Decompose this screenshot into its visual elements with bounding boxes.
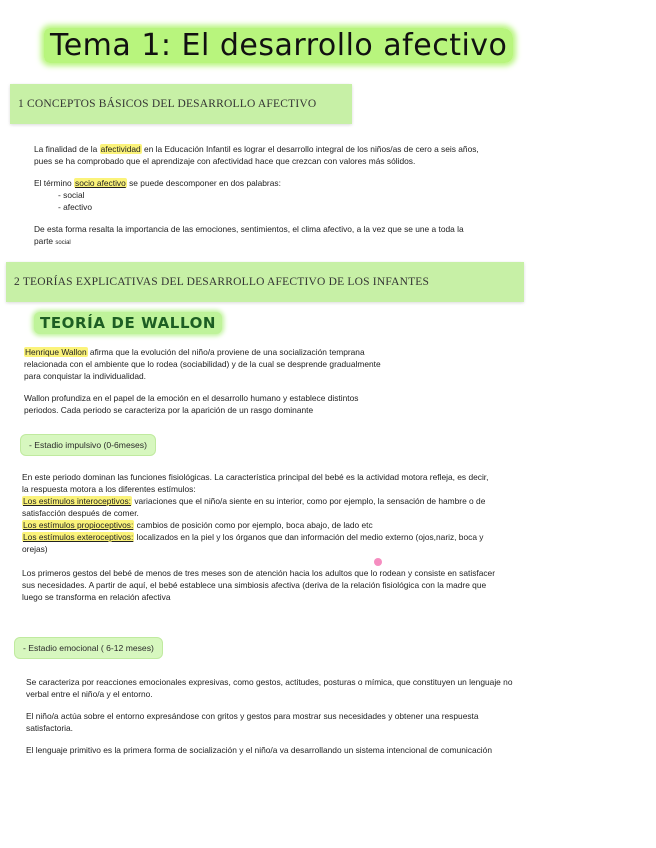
list-item: - social [58,189,634,201]
text: pues se ha comprobado que el aprendizaje con afectividad hace que crezcan con valores más sólidos. [34,156,416,166]
text: social [55,240,71,246]
text: se puede descomponer en dos palabras: [126,178,281,188]
stage-label-impulsivo: - Estadio impulsivo (0-6meses) [20,434,156,456]
highlight: Los estímulos propioceptivos: [23,520,134,530]
text: satisfactoria. [26,723,74,733]
paragraph [34,177,634,189]
paragraph [24,346,484,382]
page-title [36,26,525,66]
text: La finalidad de la [34,144,100,154]
page-title-text: Tema 1: El desarrollo afectivo [44,28,513,63]
wallon-body [24,346,484,416]
paragraph [34,143,634,167]
paragraph [26,744,650,756]
paragraph [22,471,642,555]
bullet-list [34,189,634,213]
paragraph [26,676,650,700]
section-heading-text: 1 CONCEPTOS BÁSICOS DEL DESARROLLO AFECTIVO [18,98,317,110]
text: en la Educación Infantil es lograr el desarrollo integral de los niños/as de cero a seis años, [141,144,479,154]
text: satisfacción después de comer. [22,508,139,518]
section-heading-conceptos [10,84,352,124]
text: localizados en la piel y los órganos que dan información del medio externo (ojos,nariz, boca y [134,532,484,542]
section1-body [34,143,634,249]
text: periodos. Cada periodo se caracteriza por la aparición de un rasgo dominante [24,405,314,415]
paragraph [34,223,634,249]
section-heading-text: 2 TEORÍAS EXPLICATIVAS DEL DESARROLLO AFECTIVO DE LOS INFANTES [14,276,430,288]
highlight: Henrique Wallon [25,347,87,357]
text: El niño/a actúa sobre el entorno expresándose con gritos y gestos para mostrar sus necesidades y obtener una respuesta [26,711,479,721]
paragraph [26,710,650,734]
text: En este periodo dominan las funciones fisiológicas. La característica principal del bebé es la actividad motora refleja, es decir, [22,472,489,482]
highlight: afectividad [100,144,141,154]
paragraph [22,567,642,603]
text: Wallon profundiza en el papel de la emoción en el desarrollo humano y establece distintos [24,393,359,403]
stage2-body [26,676,650,756]
text: relacionada con el ambiente que lo rodea (sociabilidad) y de la cual se desprende gradualmente [24,359,381,369]
list-item: - afectivo [58,201,634,213]
text: De esta forma resalta la importancia de las emociones, sentimientos, el clima afectivo, a la vez que se une a toda la [34,224,464,234]
section-heading-teorias [6,262,524,302]
text: variaciones que el niño/a siente en su interior, como por ejemplo, la sensación de hambre o de [132,496,486,506]
text: cambios de posición como por ejemplo, boca abajo, de lado etc [134,520,373,530]
text: Se caracteriza por reacciones emocionales expresivas, como gestos, actitudes, posturas o mímica, que constituyen un lenguaje no [26,677,513,687]
text: afirma que la evolución del niño/a proviene de una socialización temprana [87,347,365,357]
text: la respuesta motora a los diferentes estímulos: [22,484,196,494]
highlight: Los estímulos interoceptivos: [23,496,131,506]
text: verbal entre el niño/a y el entorno. [26,689,153,699]
stage1-body [22,471,642,603]
text: sus necesidades. A partir de aquí, el bebé establece una simbiosis afectiva (deriva de la relación fisiológica con la madre que [22,580,487,590]
text: luego se transforma en relación afectiva [22,592,171,602]
text: parte [34,236,56,246]
text: Los primeros gestos del bebé de menos de tres meses son de atención hacia los adultos que lo rodean y consiste en satisfacer [22,568,495,578]
highlight: socio afectivo [75,178,126,188]
text: El término [34,178,75,188]
text: orejas) [22,544,48,554]
highlight: Los estímulos exteroceptivos: [23,532,134,542]
stage-label-emocional: - Estadio emocional ( 6-12 meses) [14,637,163,659]
paragraph [24,392,484,416]
subheading-wallon: TEORÍA DE WALLON [34,312,222,334]
text: El lenguaje primitivo es la primera forma de socialización y el niño/a va desarrollando un sistema intencional de comunicación [26,745,492,755]
pink-dot [374,558,382,566]
text: para conquistar la individualidad. [24,371,146,381]
